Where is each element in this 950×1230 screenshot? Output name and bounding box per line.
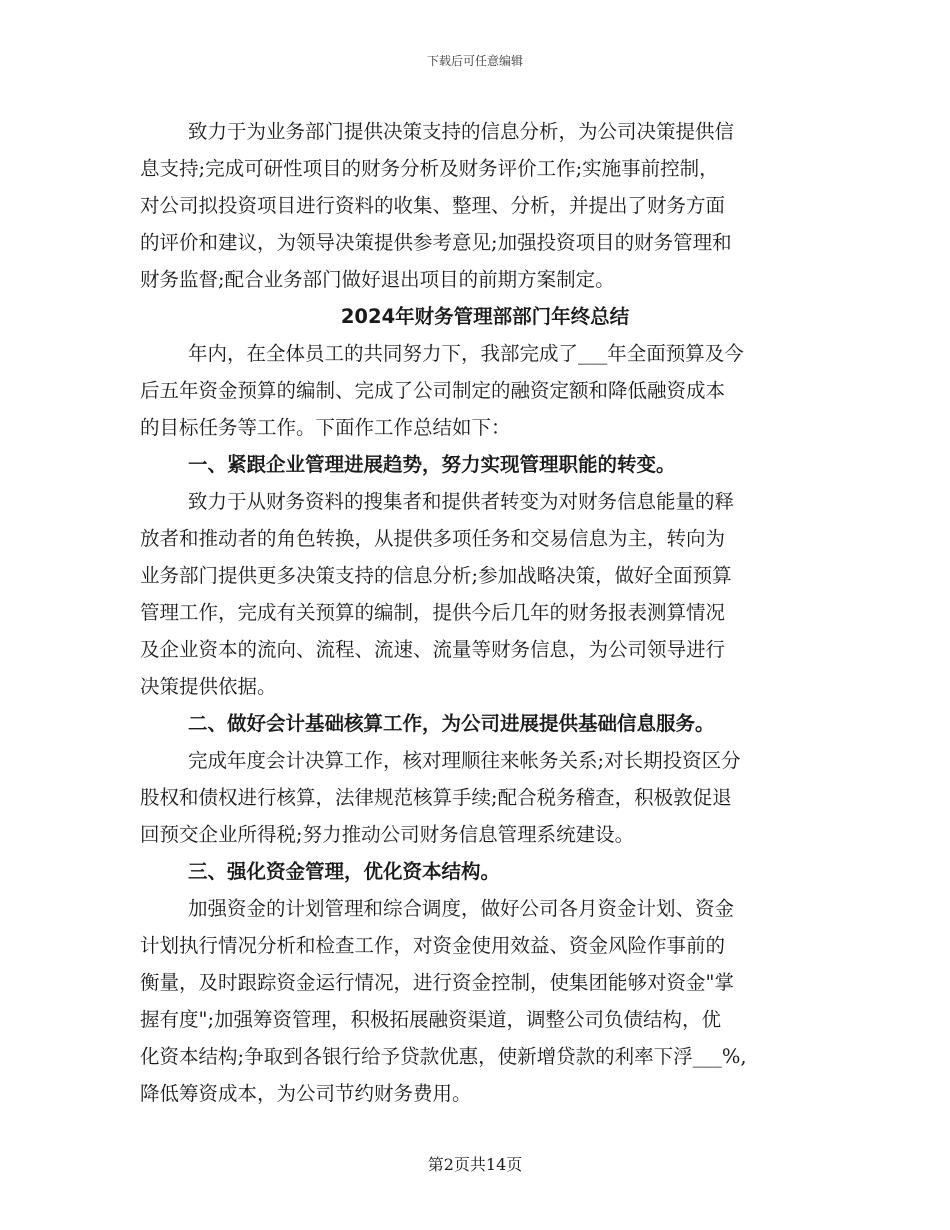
- paragraph-line: 握有度";加强筹资管理，积极拓展融资渠道，调整公司负债结构，优: [140, 1008, 722, 1031]
- header-note: 下载后可任意编辑: [426, 54, 523, 68]
- paragraph-line: 财务监督;配合业务部门做好退出项目的前期方案制定。: [140, 268, 615, 291]
- paragraph-line: 化资本结构;争取到各银行给予贷款优惠，使新增贷款的利率下浮___%,: [140, 1045, 747, 1068]
- paragraph-line: 的评价和建议，为领导决策提供参考意见;加强投资项目的财务管理和: [140, 231, 732, 254]
- paragraph-line: 年内，在全体员工的共同努力下，我部完成了___年全面预算及今: [188, 342, 744, 365]
- paragraph-decision-support: [140, 113, 830, 298]
- section-body-3: [140, 890, 830, 1112]
- section-body-1: [140, 483, 830, 705]
- paragraph-line: 后五年资金预算的编制、完成了公司制定的融资定额和降低融资成本: [140, 379, 726, 402]
- paragraph-line: 业务部门提供更多决策支持的信息分析;参加战略决策，做好全面预算: [140, 564, 732, 587]
- paragraph-line: 衡量，及时跟踪资金运行情况，进行资金控制，使集团能够对资金"掌: [140, 971, 734, 994]
- document-body: [140, 113, 830, 1112]
- paragraph-line: 回预交企业所得税;努力推动公司财务信息管理系统建设。: [140, 823, 635, 846]
- paragraph-line: 决策提供依据。: [140, 675, 277, 698]
- paragraph-line: 完成年度会计决算工作，核对理顺往来帐务关系;对长期投资区分: [188, 749, 741, 772]
- paragraph-line: 的目标任务等工作。下面作工作总结如下：: [140, 416, 511, 439]
- paragraph-line: 管理工作，完成有关预算的编制，提供今后几年的财务报表测算情况: [140, 601, 726, 624]
- paragraph-line: 及企业资本的流向、流程、流速、流量等财务信息，为公司领导进行: [140, 638, 726, 661]
- paragraph-intro: [140, 335, 830, 446]
- paragraph-line: 降低筹资成本，为公司节约财务费用。: [140, 1082, 472, 1105]
- section-heading-3: 三、强化资金管理，优化资本结构。: [188, 860, 501, 883]
- paragraph-line: 股权和债权进行核算，法律规范核算手续;配合税务稽查，积极敦促退: [140, 786, 732, 809]
- paragraph-line: 致力于为业务部门提供决策支持的信息分析，为公司决策提供信: [188, 120, 735, 143]
- paragraph-line: 放者和推动者的角色转换，从提供多项任务和交易信息为主，转向为: [140, 527, 726, 550]
- paragraph-line: 计划执行情况分析和检查工作，对资金使用效益、资金风险作事前的: [140, 934, 726, 957]
- page-number: 第2页共14页: [427, 1155, 523, 1174]
- paragraph-line: 加强资金的计划管理和综合调度，做好公司各月资金计划、资金: [188, 897, 735, 920]
- section-heading-2: 二、做好会计基础核算工作，为公司进展提供基础信息服务。: [188, 712, 715, 735]
- section-heading-1: 一、紧跟企业管理进展趋势，努力实现管理职能的转变。: [188, 453, 676, 476]
- paragraph-line: 息支持;完成可研性项目的财务分析及财务评价工作;实施事前控制，: [140, 157, 719, 180]
- paragraph-line: 对公司拟投资项目进行资料的收集、整理、分析，并提出了财务方面: [140, 194, 726, 217]
- paragraph-line: 致力于从财务资料的搜集者和提供者转变为对财务信息能量的释: [188, 490, 735, 513]
- document-title: 2024年财务管理部部门年终总结: [340, 305, 630, 328]
- section-body-2: [140, 742, 830, 853]
